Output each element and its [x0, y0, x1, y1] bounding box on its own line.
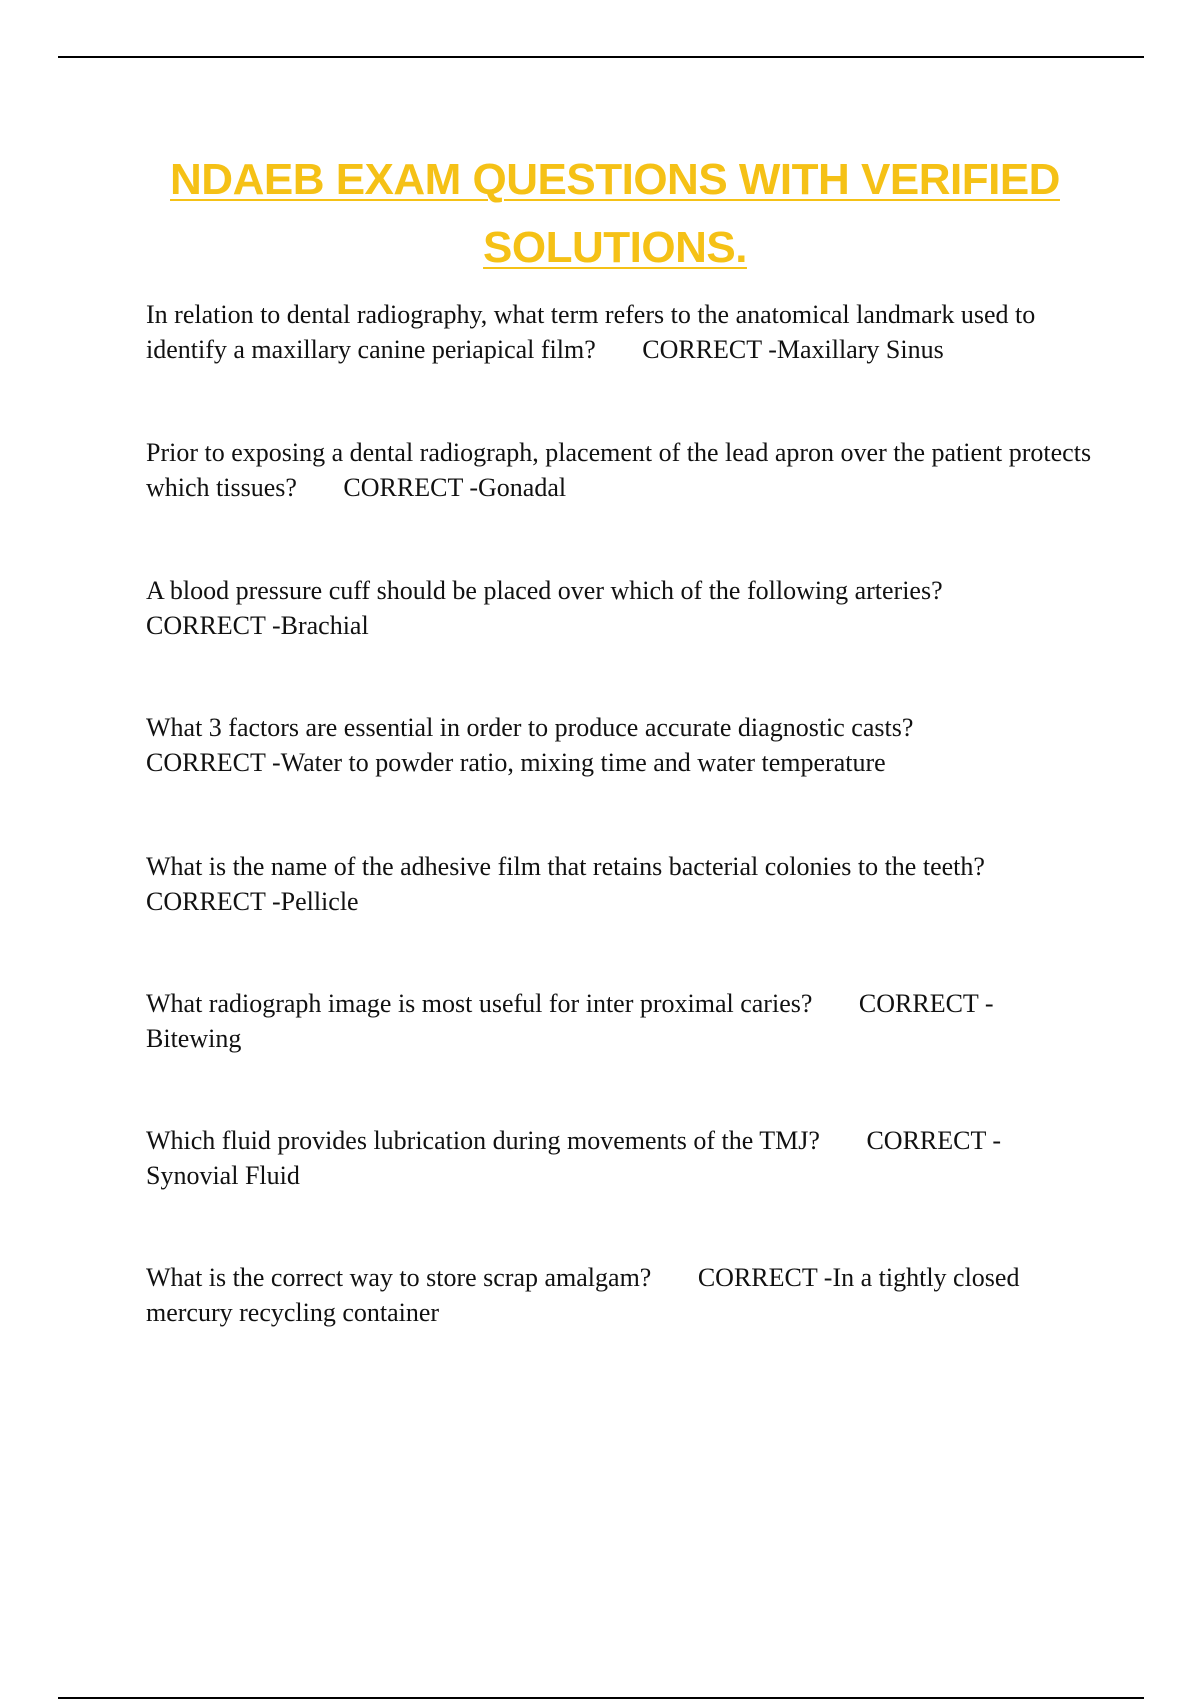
question-text: What is the name of the adhesive film that retains bacterial colonies to the teeth?	[146, 852, 985, 881]
qa-item-3	[146, 574, 1092, 643]
question-text: Prior to exposing a dental radiograph, placement of the lead apron over the patient protects which tissues?	[146, 438, 1092, 502]
answer-prefix: CORRECT -	[642, 334, 777, 364]
answer-text: Synovial Fluid	[146, 1160, 300, 1190]
answer-prefix: CORRECT -	[146, 886, 281, 916]
qa-item-8	[146, 1261, 1092, 1330]
answer-text: Brachial	[280, 610, 369, 640]
qa-item-6	[146, 987, 1092, 1056]
title-line-2: SOLUTIONS.	[483, 223, 747, 272]
document-title	[110, 146, 1120, 282]
top-rule	[58, 56, 1144, 58]
answer-prefix: CORRECT -	[146, 610, 281, 640]
question-text: In relation to dental radiography, what term refers to the anatomical landmark used to identify a maxillary canine periapical film?	[146, 300, 1036, 364]
answer-prefix: CORRECT -	[343, 472, 479, 502]
qa-item-5	[146, 850, 1092, 919]
answer-prefix: CORRECT -	[858, 989, 994, 1018]
answer-prefix: CORRECT -	[866, 1126, 1002, 1155]
question-text: What 3 factors are essential in order to produce accurate diagnostic casts?	[146, 713, 914, 742]
qa-item-7	[146, 1124, 1092, 1193]
bottom-rule	[58, 1697, 1144, 1699]
answer-text: Maxillary Sinus	[776, 334, 944, 364]
qa-item-1	[146, 298, 1092, 367]
question-text: What radiograph image is most useful for inter proximal caries?	[146, 989, 813, 1018]
qa-item-2	[146, 436, 1092, 505]
answer-text: Gonadal	[478, 472, 567, 502]
answer-text: Water to powder ratio, mixing time and water temperature	[280, 747, 886, 777]
title-line-1: NDAEB EXAM QUESTIONS WITH VERIFIED	[170, 155, 1060, 204]
question-text: A blood pressure cuff should be placed over which of the following arteries?	[146, 576, 943, 605]
answer-prefix: CORRECT -	[697, 1263, 833, 1292]
answer-text: In a tightly closed mercury recycling container	[146, 1263, 1020, 1327]
answer-text: Pellicle	[280, 886, 359, 916]
question-text: What is the correct way to store scrap amalgam?	[146, 1263, 652, 1292]
question-text: Which fluid provides lubrication during movements of the TMJ?	[146, 1126, 820, 1155]
answer-prefix: CORRECT -	[146, 747, 281, 777]
qa-item-4	[146, 711, 1092, 780]
answer-text: Bitewing	[146, 1023, 242, 1053]
